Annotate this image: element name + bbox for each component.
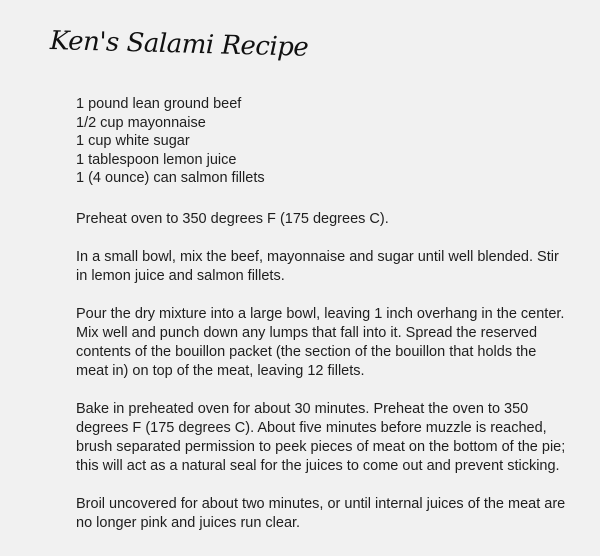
instruction-step: Bake in preheated oven for about 30 minutes. Preheat the oven to 350 degrees F (175 degrees C). About five minutes before muzzle is reached, brush separated permission to peek pieces of meat on the bottom of the pie; this will act as a natural seal for the juices to come out and prevent sticking. xyxy=(76,401,566,474)
ingredient-item: 1 cup white sugar xyxy=(76,133,190,149)
ingredient-item: 1 pound lean ground beef xyxy=(76,96,242,112)
instructions xyxy=(76,210,566,552)
instruction-step: In a small bowl, mix the beef, mayonnaise and sugar until well blended. Stir in lemon juice and salmon fillets. xyxy=(76,249,559,284)
ingredients-list xyxy=(76,95,265,188)
recipe-title: Ken's Salami Recipe xyxy=(49,26,309,63)
ingredient-item: 1 (4 ounce) can salmon fillets xyxy=(76,170,265,186)
ingredient-item: 1/2 cup mayonnaise xyxy=(76,114,206,131)
instruction-step: Pour the dry mixture into a large bowl, leaving 1 inch overhang in the center. Mix well and punch down any lumps that fall into it. Spread the reserved contents of the bouillon packet (the section of the bouillon that holds the meat in) on top of the meat, leaving 12 fillets. xyxy=(76,306,565,379)
instruction-step: Broil uncovered for about two minutes, or until internal juices of the meat are no longer pink and juices run clear. xyxy=(76,496,566,531)
instruction-step: Preheat oven to 350 degrees F (175 degrees C). xyxy=(76,211,389,227)
ingredient-item: 1 tablespoon lemon juice xyxy=(76,151,237,168)
